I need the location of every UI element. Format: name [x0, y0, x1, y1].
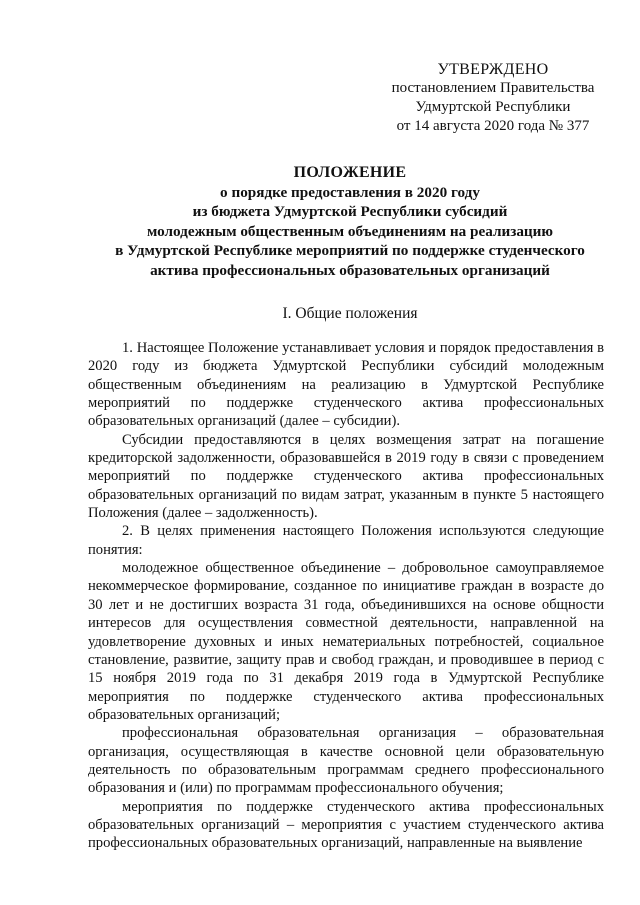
section-title: I. Общие положения: [282, 305, 418, 322]
document-title: ПОЛОЖЕНИЕ: [293, 164, 407, 181]
paragraph: Субсидии предоставляются в целях возмещения затрат на погашение кредиторской задолженности, образовавшейся в 2019 году в связи с проведением мероприятий по поддержке студенческого актива профессиональных образовательных организаций по видам затрат, указанным в пункте 5 настоящего Положения (далее – задолженность).: [88, 431, 604, 522]
approval-line: Удмуртской Республики: [415, 99, 571, 115]
document-subtitle-line: в Удмуртской Республике мероприятий по поддержке студенческого: [115, 242, 585, 259]
paragraph: 1. Настоящее Положение устанавливает условия и порядок предоставления в 2020 году из бюджета Удмуртской Республики субсидий молодежным общественным объединениям на реализацию в Удмуртской Республике мероприятий по поддержке студенческого актива профессиональных образовательных организаций (далее – субсидии).: [88, 340, 604, 430]
document-subtitle-line: актива профессиональных образовательных организаций: [150, 261, 550, 279]
paragraph: профессиональная образовательная организация – образовательная организация, осуществляющая в качестве основной цели образовательную деятельность по образовательным программам среднего профессионального образования и (или) по программам профессионального обучения;: [88, 725, 604, 797]
document-heading: [88, 163, 612, 280]
approval-line: от 14 августа 2020 года № 377: [396, 118, 590, 134]
document-body: [88, 339, 604, 853]
paragraph: 2. В целях применения настоящего Положения используются следующие понятия:: [88, 523, 604, 558]
document-subtitle-line: из бюджета Удмуртской Республики субсидий: [192, 203, 508, 220]
document-subtitle-line: о порядке предоставления в 2020 году: [220, 183, 480, 201]
approval-line: постановлением Правительства: [391, 80, 595, 96]
document-subtitle-line: молодежным общественным объединениям на реализацию: [146, 222, 554, 240]
approval-title: УТВЕРЖДЕНО: [437, 61, 549, 78]
paragraph: молодежное общественное объединение – добровольное самоуправляемое некоммерческое формирование, созданное по инициативе граждан в возрасте до 30 лет и не достигших возраста 31 года, объединившихся на основе общности интересов для осуществления совместной деятельности, направленной на удовлетворение духовных и иных нематериальных потребностей, социальное становление, развитие, защиту прав и свобод граждан, и проводившее в период с 15 ноября 2019 года по 31 декабря 2019 года в Удмуртской Республике мероприятия по поддержке студенческого актива профессиональных образовательных организаций;: [88, 560, 604, 723]
paragraph: мероприятия по поддержке студенческого актива профессиональных образовательных организаций – мероприятия с участием студенческого актива профессиональных образовательных организаций, направленные на выявление: [88, 798, 604, 852]
approval-stamp: [378, 60, 608, 136]
